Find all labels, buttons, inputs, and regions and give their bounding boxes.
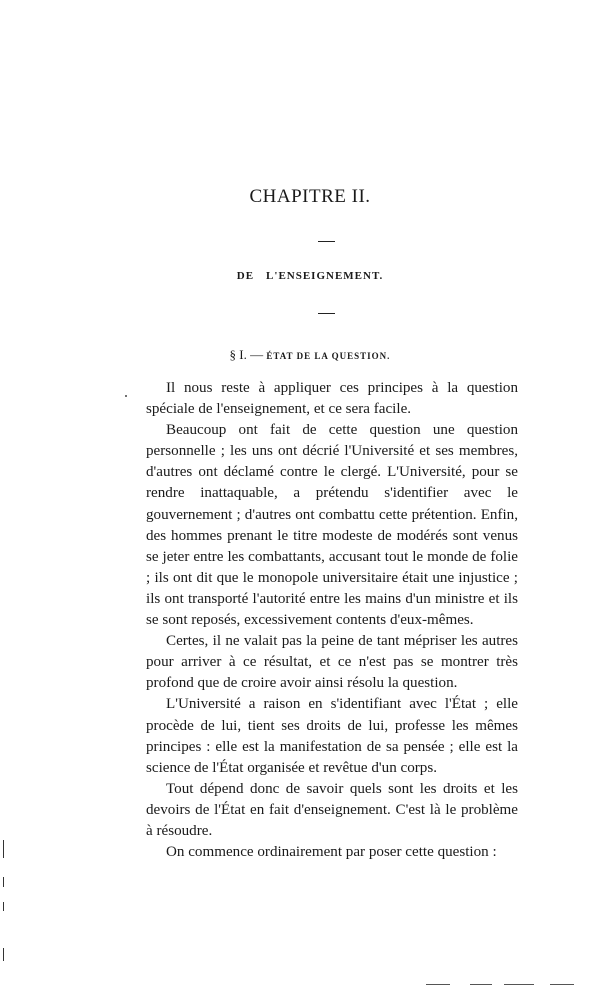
body-text	[146, 378, 518, 863]
scan-margin-mark	[3, 840, 4, 858]
subsection-heading	[0, 347, 600, 363]
scan-edge-mark	[504, 984, 534, 985]
section-title	[0, 270, 600, 282]
scan-edge-mark	[550, 984, 574, 985]
print-speck	[125, 395, 127, 397]
paragraph-1: Il nous reste à appliquer ces principes à la question spéciale de l'enseignement, et ce sera facile.	[146, 380, 518, 418]
paragraph-2: Beaucoup ont fait de cette question une question personnelle ; les uns ont décrié l'Université et ses membres, d'autres ont déclamé contre le clergé. L'Université, pour se rendre inattaquable, a prétendu s'identifier avec le gouvernement ; d'autres ont combattu cette prétention. Enfin, des hommes prenant le titre modeste de modérés sont venus se jeter entre les combattants, accusant tout le monde de folie ; ils ont dit que le monopole universitaire était une injustice ; ils ont transporté l'autorité entre les mains d'un ministre et ils se sont reposés, excessivement contents d'eux-mêmes.	[146, 422, 518, 629]
chapter-divider	[318, 241, 335, 242]
chapter-title: CHAPITRE II.	[249, 186, 371, 207]
paragraph-6: On commence ordinairement par poser cette question :	[166, 844, 497, 861]
scan-margin-mark	[3, 877, 4, 887]
subsection-title: ÉTAT DE LA QUESTION.	[266, 351, 391, 361]
section-title-article: DE	[236, 270, 255, 282]
subsection-number: § I. —	[229, 347, 264, 362]
section-divider	[318, 313, 335, 314]
scan-margin-mark	[3, 948, 4, 961]
scan-edge-mark	[470, 984, 492, 985]
paragraph-3: Certes, il ne valait pas la peine de tant mépriser les autres pour arriver à ce résultat, et ce n'est pas se montrer très profond que de croire avoir ainsi résolu la question.	[146, 633, 518, 692]
scan-edge-mark	[426, 984, 450, 985]
scan-margin-mark	[3, 902, 4, 911]
paragraph-4: L'Université a raison en s'identifiant avec l'État ; elle procède de lui, tient ses droits de lui, professe les mêmes principes : elle est la manifestation de sa pensée ; elle est la science de l'État organisée et revêtue d'un corps.	[146, 696, 518, 776]
paragraph-5: Tout dépend donc de savoir quels sont les droits et les devoirs de l'État en fait d'enseignement. C'est là le problème à résoudre.	[146, 780, 518, 839]
section-title-subject: L'ENSEIGNEMENT.	[266, 270, 384, 282]
